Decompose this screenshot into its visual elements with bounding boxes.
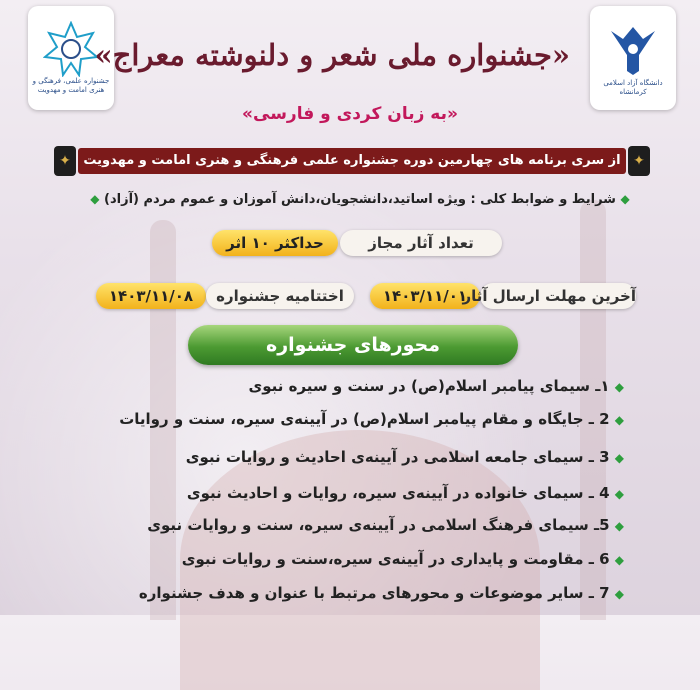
festival-subtitle: «به زبان کردی و فارسی» (242, 104, 458, 124)
ornament-right-icon: ✦ (628, 146, 650, 176)
axis-item: ◆ ۱ـ سیمای پیامبر اسلام(ص) در سنت و سیره نبوی (248, 377, 624, 395)
festival-axes-header: محورهای جشنواره (188, 325, 518, 365)
university-logo (590, 6, 676, 110)
diamond-bullet-icon: ◆ (620, 192, 630, 206)
axis-item: ◆ 4 ـ سیمای خانواده در آیینه‌ی سیره، روایات و احادیث نبوی (186, 484, 624, 502)
deadline-date-value: ۱۴۰۳/۱۱/۰۱ (370, 283, 480, 309)
closing-date-value: ۱۴۰۳/۱۱/۰۸ (96, 283, 206, 309)
university-emblem-icon (603, 19, 663, 79)
general-rules (70, 192, 650, 207)
series-banner: از سری برنامه های چهارمین دوره جشنواره علمی فرهنگی و هنری امامت و مهدویت (78, 148, 626, 174)
axis-item: ◆ 3 ـ سیمای جامعه اسلامی در آیینه‌ی احادیث و روایات نبوی (185, 448, 624, 466)
general-rules-text: شرایط و ضوابط کلی : ویژه اساتید،دانشجویان،دانش آموزان و عموم مردم (آزاد) (104, 192, 616, 207)
diamond-bullet-icon: ◆ (614, 519, 624, 533)
diamond-bullet-icon: ◆ (614, 451, 624, 465)
deadline-date-label: آخرین مهلت ارسال آثار (480, 283, 636, 309)
festival-title: «جشنواره ملی شعر و دلنوشته معراج» (94, 38, 570, 72)
works-count-value: حداکثر ۱۰ اثر (212, 230, 338, 256)
university-logo-text: دانشگاه آزاد اسلامی کرمانشاه (603, 78, 663, 96)
axis-item: ◆ 6 ـ مقاومت و پایداری در آیینه‌ی سیره،سنت و روایات نبوی (181, 550, 624, 568)
ornament-left-icon: ✦ (54, 146, 76, 176)
axis-item: ◆ 2 ـ جایگاه و مقام پیامبر اسلام(ص) در آیینه‌ی سیره، سنت و روایات (119, 410, 624, 428)
closing-date-label: اختتامیه جشنواره (206, 283, 354, 309)
diamond-bullet-icon: ◆ (614, 487, 624, 501)
axis-item: ◆ 7 ـ سایر موضوعات و محورهای مرتبط با عنوان و هدف جشنواره (138, 584, 624, 602)
diamond-bullet-icon: ◆ (90, 192, 100, 206)
festival-logo-text: جشنواره علمی، فرهنگی و هنری امامت و مهدویت (32, 76, 110, 94)
star-emblem-icon (43, 21, 99, 77)
diamond-bullet-icon: ◆ (614, 553, 624, 567)
diamond-bullet-icon: ◆ (614, 413, 624, 427)
works-count-label: تعداد آثار مجاز (340, 230, 502, 256)
diamond-bullet-icon: ◆ (614, 380, 624, 394)
diamond-bullet-icon: ◆ (614, 587, 624, 601)
axis-item: ◆ 5ـ سیمای فرهنگ اسلامی در آیینه‌ی سیره، سنت و روایات نبوی (147, 516, 624, 534)
